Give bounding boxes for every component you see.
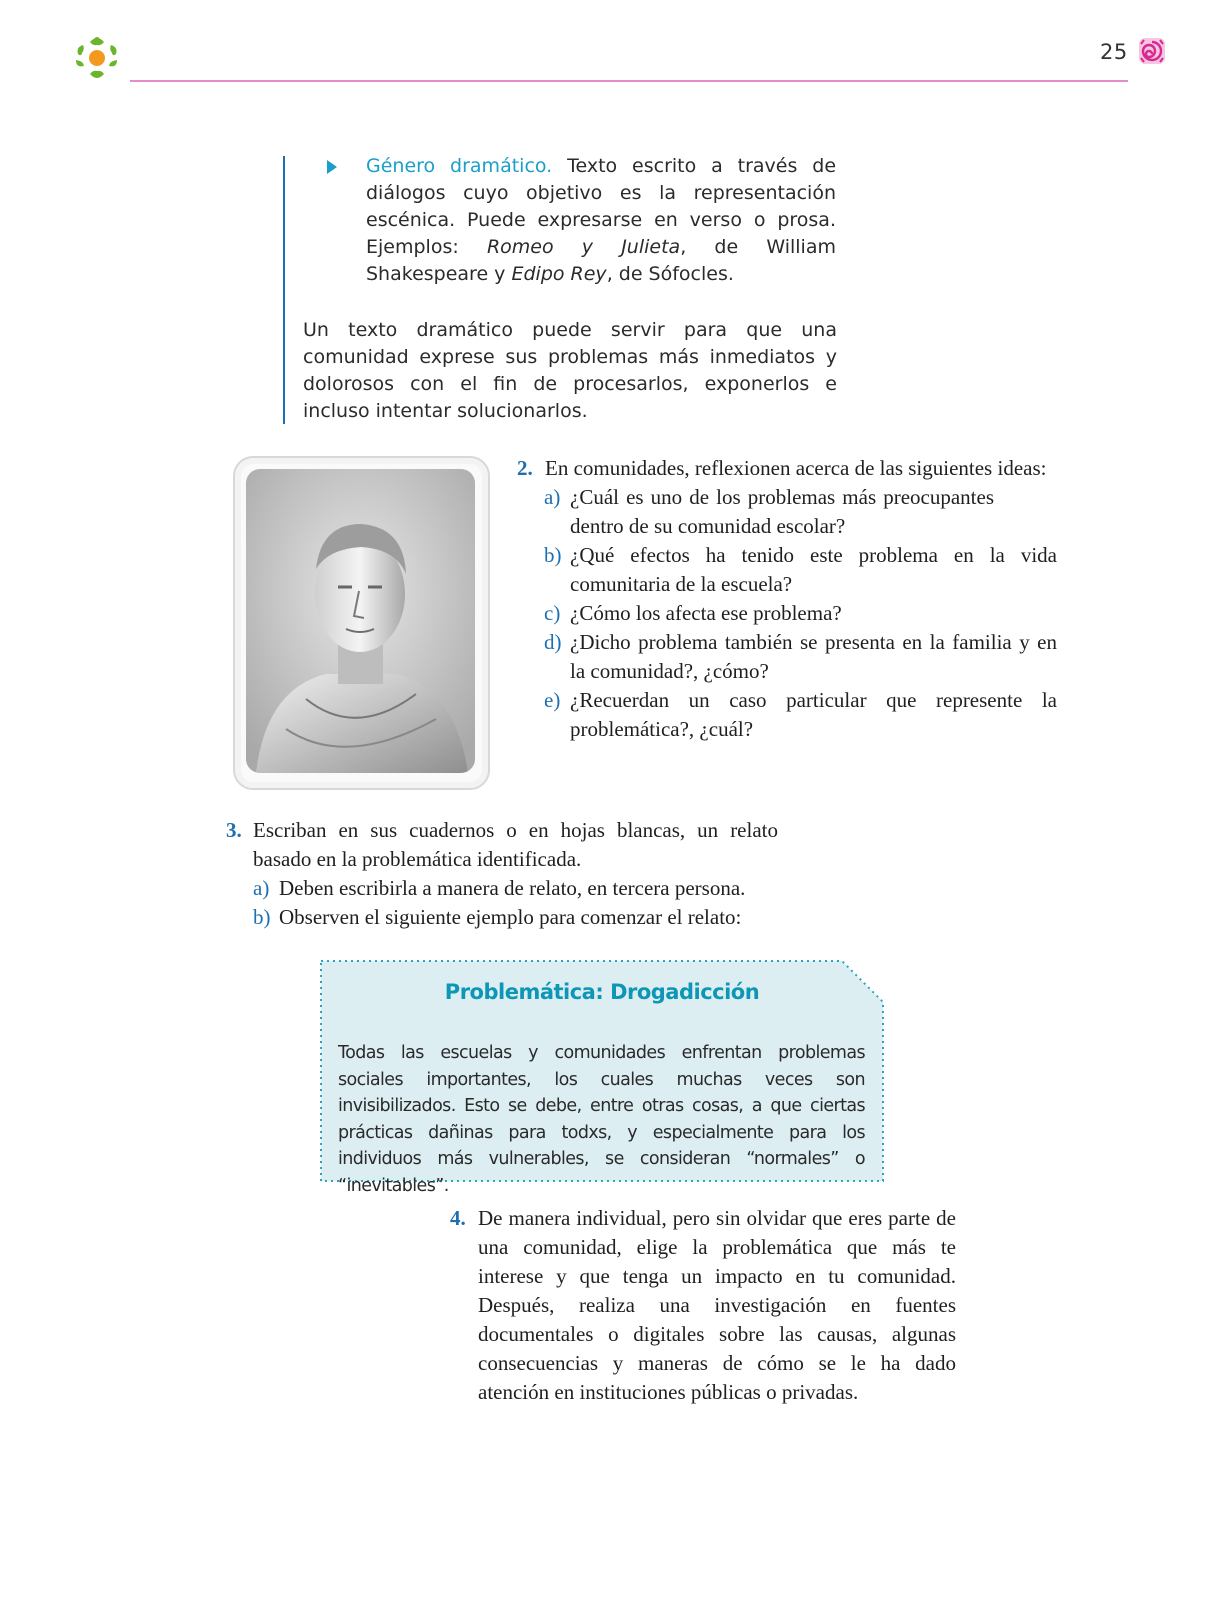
definition-text: , de William Shakespeare y [366, 236, 836, 285]
definition-text: , de Sófocles. [606, 263, 734, 285]
example-box-title: Problemática: Drogadicción [444, 980, 760, 1004]
example-title-romeo: Romeo y Julieta [486, 236, 681, 258]
activity-2-item: e) ¿Recuerdan un caso particular que represente la problemática?, ¿cuál? [544, 688, 1057, 741]
definition-text: Texto escrito a través de diálogos cuyo objetivo es la representación escénica. Puede expresarse en verso o prosa. Ejemplos: [366, 155, 837, 258]
example-title-edipo: Edipo Rey [511, 263, 607, 285]
activity-2-prompt: 2. En comunidades, reflexionen acerca de las siguientes ideas: [517, 456, 1047, 480]
activity-2-item: c) ¿Cómo los afecta ese problema? [544, 601, 842, 625]
community-paragraph: Un texto dramático puede servir para que una comunidad exprese sus problemas más inmediatos y dolorosos con el fin de procesarlos, exponerlos e incluso intentar solucionarlos. [303, 319, 837, 422]
genre-definition [366, 153, 836, 288]
activity-3-item: b) Observen el siguiente ejemplo para comenzar el relato: [253, 905, 742, 929]
activity-3-item: a) Deben escribirla a manera de relato, en tercera persona. [253, 876, 746, 900]
activity-4-text: 4. De manera individual, pero sin olvidar que eres parte de una comunidad, elige la problemática que más te interese y que tenga un impacto en tu comunidad. Después, realiza una investigación en fuentes documentales o digitales sobre las causas, algunas consecuencias y maneras de cómo se le ha dado atención en instituciones públicas o privadas. [450, 1206, 956, 1404]
page-number: 25 [1100, 40, 1128, 64]
activity-3-prompt: 3. Escriban en sus cuadernos o en hojas blancas, un relato basado en la problemática identificada. [226, 818, 778, 871]
section-side-rule [283, 156, 285, 424]
activity-2-item: a) ¿Cuál es uno de los problemas más preocupantes dentro de su comunidad escolar? [544, 485, 994, 538]
bullet-arrow-icon [327, 160, 337, 174]
activity-2-item: b) ¿Qué efectos ha tenido este problema en la vida comunitaria de la escuela? [544, 543, 1057, 596]
flower-logo-icon [70, 32, 126, 84]
bust-portrait-image [246, 469, 475, 773]
genre-term: Género dramático. [366, 155, 553, 177]
activity-2-item: d) ¿Dicho problema también se presenta en la familia y en la comunidad?, ¿cómo? [544, 630, 1057, 683]
header-rule [130, 80, 1128, 82]
example-box-body: Todas las escuelas y comunidades enfrentan problemas sociales importantes, los cuales muchas veces son invisibilizados. Esto se debe, entre otras cosas, a que ciertas prácticas dañinas para todxs, y especialmente para los individuos más vulnerables, se consideran “normales” o “inevitables”. [338, 1043, 865, 1196]
pink-spiral-glyph-icon [1137, 36, 1167, 66]
